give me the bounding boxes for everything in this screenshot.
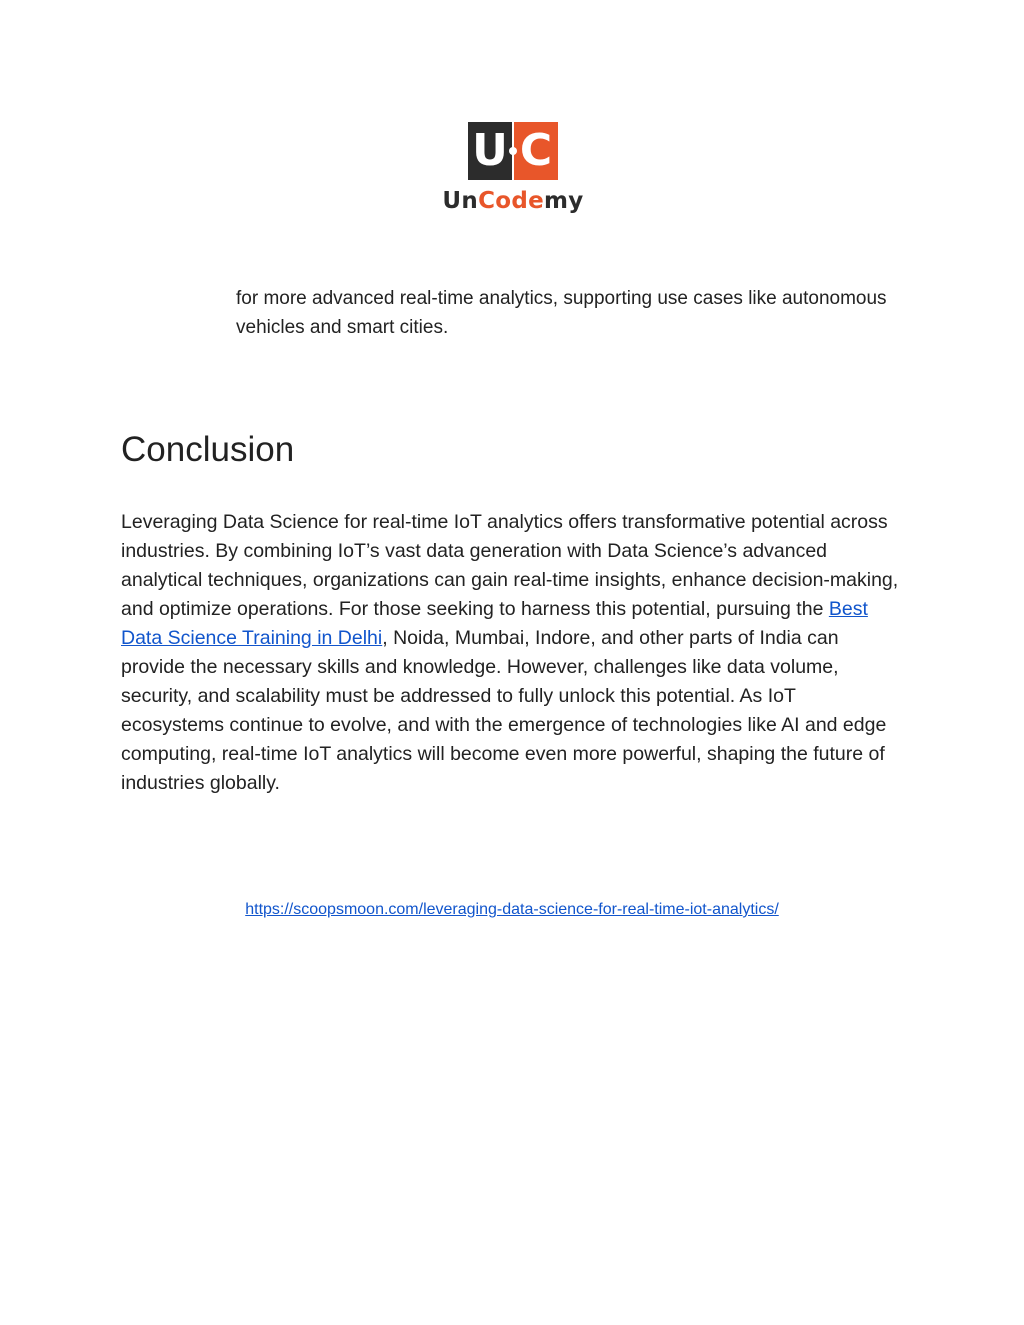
logo-wordmark bbox=[438, 188, 588, 214]
intro-paragraph: for more advanced real-time analytics, supporting use cases like autonomous vehicles and smart cities. bbox=[236, 288, 887, 338]
logo-word-part3: my bbox=[544, 188, 584, 214]
logo-mark-right: C bbox=[514, 122, 558, 180]
logo-word-part2: Code bbox=[478, 188, 545, 214]
section-heading: Conclusion bbox=[121, 430, 295, 469]
logo-word-part1: Un bbox=[442, 188, 479, 214]
training-link[interactable]: Best Data Science Training in Delhi bbox=[121, 598, 868, 649]
logo-dot bbox=[509, 147, 517, 155]
source-link-container bbox=[0, 899, 1024, 921]
conclusion-text-before-link: Leveraging Data Science for real-time IoT analytics offers transformative potential across industries. By combining IoT’s vast data generation with Data Science’s advanced analytical techniques, organizations can gain real-time insights, enhance decision-making, and optimize operations. For those seeking to harness this potential, pursuing the bbox=[121, 511, 899, 620]
conclusion-paragraph bbox=[121, 508, 901, 798]
conclusion-text-after-link: , Noida, Mumbai, Indore, and other parts of India can provide the necessary skills and knowledge. However, challenges like data volume, security, and scalability must be addressed to fully unlock this potential. As IoT ecosystems continue to evolve, and with the emergence of technologies like AI and edge computing, real-time IoT analytics will become even more powerful, shaping the future of industries globally. bbox=[121, 627, 887, 794]
logo-mark-left: U bbox=[468, 122, 512, 180]
uncodemy-logo bbox=[438, 120, 588, 220]
logo-mark bbox=[468, 122, 558, 180]
source-link[interactable]: https://scoopsmoon.com/leveraging-data-science-for-real-time-iot-analytics/ bbox=[245, 901, 779, 918]
